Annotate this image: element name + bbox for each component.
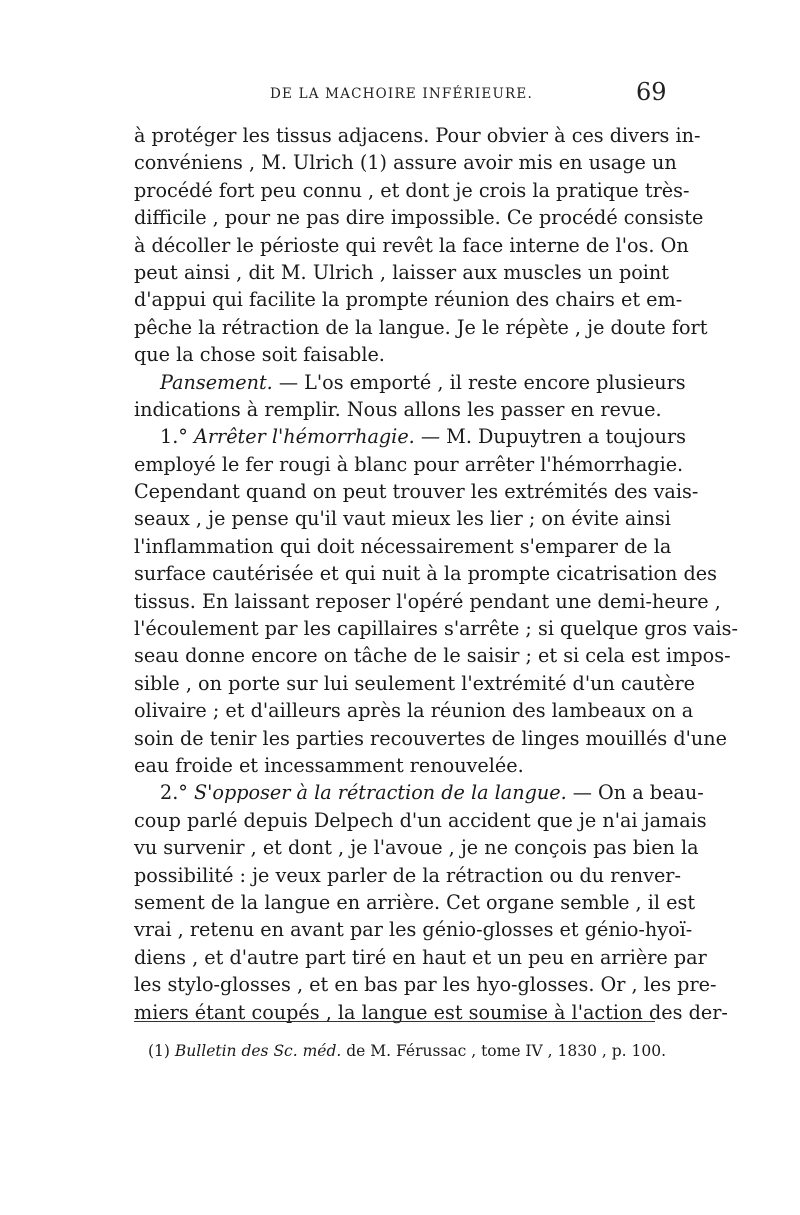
line-text: peut ainsi , dit M. Ulrich , laisser aux muscles un point	[134, 260, 669, 284]
text-line	[134, 725, 727, 752]
line-text: soin de tenir les parties recouvertes de linges mouillés d'une	[134, 726, 727, 750]
text-line	[134, 423, 686, 450]
running-head: DE LA MACHOIRE INFÉRIEURE.	[270, 86, 533, 102]
section-heading: Pansement.	[160, 370, 273, 394]
text-line	[134, 944, 707, 971]
line-text: — M. Dupuytren a toujours	[414, 425, 686, 449]
line-text: — L'os emporté , il reste encore plusieurs	[272, 370, 686, 394]
line-text: indications à remplir. Nous allons les passer en revue.	[134, 397, 662, 421]
line-text: difficile , pour ne pas dire impossible. Ce procédé consiste	[134, 206, 704, 230]
line-text: pêche la rétraction de la langue. Je le répète , je doute fort	[134, 315, 708, 339]
line-text: à décoller le périoste qui revêt la face interne de l'os. On	[134, 233, 689, 257]
text-line	[134, 588, 721, 615]
line-text: sement de la langue en arrière. Cet organe semble , il est	[134, 890, 696, 914]
line-text: eau froide et incessamment renouvelée.	[134, 753, 524, 777]
text-line	[134, 478, 699, 505]
line-text: — On a beau-	[566, 781, 704, 805]
text-line	[134, 122, 701, 149]
text-line	[134, 232, 689, 259]
line-text: possibilité : je veux parler de la rétraction ou du renver-	[134, 863, 681, 887]
text-line	[134, 204, 704, 231]
text-line	[134, 889, 696, 916]
line-text: seau donne encore on tâche de le saisir ; et si cela est impos-	[134, 644, 731, 668]
text-line	[134, 862, 681, 889]
footnote-citation: de M. Férussac , tome IV , 1830 , p. 100.	[341, 1042, 667, 1060]
text-line	[134, 642, 731, 669]
text-line	[134, 396, 669, 423]
line-text: les stylo-glosses , et en bas par les hyo-glosses. Or , les pre-	[134, 973, 717, 997]
footnote-journal: Bulletin des Sc. méd.	[174, 1042, 342, 1060]
line-text: coup parlé depuis Delpech d'un accident que je n'ai jamais	[134, 808, 707, 832]
text-line	[134, 505, 669, 532]
line-text: d'appui qui facilite la prompte réunion des chairs et em-	[134, 288, 683, 312]
section-number: 2.°	[160, 781, 194, 805]
text-line	[134, 314, 708, 341]
line-text: employé le fer rougi à blanc pour arrêter l'hémorrhagie.	[134, 452, 684, 476]
text-line	[134, 971, 717, 998]
section-heading: Arrêter l'hémorrhagie.	[194, 425, 415, 449]
line-text: l'écoulement par les capillaires s'arrête ; si quelque gros vais-	[134, 617, 738, 641]
text-line	[134, 369, 686, 396]
line-text: seaux , je pense qu'il vaut mieux les lier ; on évite ainsi	[134, 507, 671, 531]
text-line	[134, 615, 738, 642]
footnote	[148, 1042, 668, 1060]
section-heading: S'opposer à la rétraction de la langue.	[194, 781, 567, 805]
text-line	[134, 451, 684, 478]
text-line	[134, 560, 717, 587]
text-line	[134, 670, 696, 697]
line-text: olivaire ; et d'ailleurs après la réunion des lambeaux on a	[134, 699, 694, 723]
footnote-marker: (1)	[148, 1042, 170, 1060]
line-text: surface cautérisée et qui nuit à la prompte cicatrisation des	[134, 562, 717, 586]
text-line	[134, 149, 677, 176]
line-text: sible , on porte sur lui seulement l'extrémité d'un cautère	[134, 671, 696, 695]
section-number: 1.°	[160, 425, 194, 449]
body-text	[134, 122, 738, 1026]
line-text: convéniens , M. Ulrich (1) assure avoir mis en usage un	[134, 151, 677, 175]
line-text: vu survenir , et dont , je l'avoue , je ne conçois pas bien la	[134, 836, 699, 860]
text-line	[134, 807, 707, 834]
line-text: diens , et d'autre part tiré en haut et un peu en arrière par	[134, 945, 707, 969]
line-text: Cependant quand on peut trouver les extrémités des vais-	[134, 480, 699, 504]
text-line	[134, 834, 699, 861]
text-line	[134, 177, 690, 204]
text-line	[134, 533, 672, 560]
line-text: miers étant coupés , la langue est soumise à l'action des der-	[134, 1000, 728, 1024]
text-line	[134, 697, 694, 724]
line-text: vrai , retenu en avant par les génio-glosses et génio-hyoï-	[134, 918, 693, 942]
text-line	[134, 341, 669, 368]
text-line	[134, 286, 683, 313]
line-text: procédé fort peu connu , et dont je crois la pratique très-	[134, 178, 690, 202]
text-line	[134, 752, 669, 779]
footnote-rule	[134, 1021, 655, 1022]
line-text: tissus. En laissant reposer l'opéré pendant une demi-heure ,	[134, 589, 721, 613]
line-text: à protéger les tissus adjacens. Pour obvier à ces divers in-	[134, 124, 701, 147]
text-line	[134, 779, 704, 806]
line-text: que la chose soit faisable.	[134, 343, 385, 367]
line-text: l'inflammation qui doit nécessairement s'emparer de la	[134, 534, 672, 558]
page-number: 69	[636, 78, 667, 106]
text-line	[134, 916, 693, 943]
text-line	[134, 259, 669, 286]
